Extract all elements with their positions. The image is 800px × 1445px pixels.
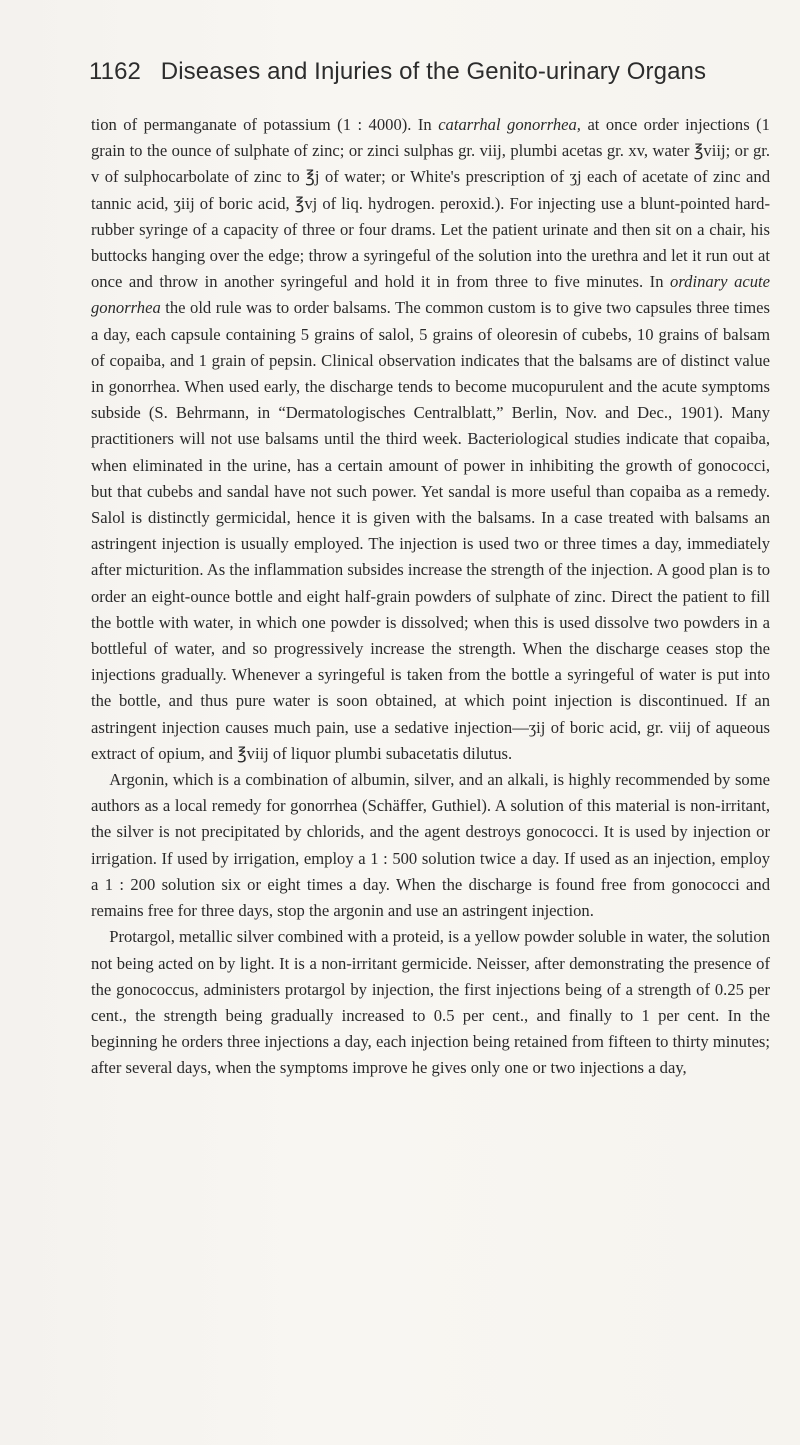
italic-term-catarrhal-gonorrhea: catarrhal gonorrhea,	[438, 115, 581, 134]
running-title: Diseases and Injuries of the Genito-urinary Organs	[160, 58, 707, 85]
text-segment: at once order injections (1 grain to the ounce of sulphate of zinc; or zinci sulphas gr. viij, plumbi acetas gr. xv, water ℥viij; or gr. v of sulphocarbolate of zinc to ℥j of water; or White's prescription of ʒj each of acetate of zinc and tannic acid, ʒiij of boric acid, ℥vj of liq. hydrogen. peroxid.). For injecting use a blunt-pointed hard-rubber syringe of a capacity of three or four drams. Let the patient urinate and then sit on a chair, his buttocks hanging over the edge; throw a syringeful of the solution into the urethra and let it run out at once and throw in another syringeful and hold it in from three to five minutes. In	[91, 115, 770, 292]
text-segment: Protargol, metallic silver combined with a proteid, is a yellow powder soluble in water, the solution not being acted on by light. It is a non-irritant germicide. Neisser, after demonstrating the presence of the gonococcus, administers protargol by injection, the first injections being of a strength of 0.25 per cent., the strength being gradually increased to 0.5 per cent., and finally to 1 per cent. In the beginning he orders three injections a day, each injection being retained from fifteen to thirty minutes; after several days, when the symptoms improve he gives only one or two injections a day,	[91, 927, 770, 1078]
italic-term-ordinary-acute-gonorrhea: ordinary acute gonorrhea	[91, 272, 770, 318]
paragraph-protargol	[91, 924, 770, 1081]
paragraph-injections	[91, 112, 770, 767]
text-segment: tion of permanganate of potassium (1 : 4000). In	[91, 115, 439, 134]
page-number: 1162	[89, 58, 142, 85]
text-segment: Argonin, which is a combination of albumin, silver, and an alkali, is highly recommended by some authors as a local remedy for gonorrhea (Schäffer, Guthiel). A solution of this material is non-irritant, the silver is not precipitated by chlorids, and the agent destroys gonococci. It is used by injection or irrigation. If used by irrigation, employ a 1 : 500 solution twice a day. If used as an injection, employ a 1 : 200 solution six or eight times a day. When the discharge is found free from gonococci and remains free for three days, stop the argonin and use an astringent injection.	[91, 770, 770, 921]
text-segment: the old rule was to order balsams. The common custom is to give two capsules three times a day, each capsule containing 5 grains of salol, 5 grains of oleoresin of cubebs, 10 grains of balsam of copaiba, and 1 grain of pepsin. Clinical observation indicates that the balsams are of distinct value in gonorrhea. When used early, the discharge tends to become mucopurulent and the acute symptoms subside (S. Behrmann, in “Dermatologisches Centralblatt,” Berlin, Nov. and Dec., 1901). Many practitioners will not use balsams until the third week. Bacteriological studies indicate that copaiba, when eliminated in the urine, has a certain amount of power in inhibiting the growth of gonococci, but that cubebs and sandal have not such power. Yet sandal is more useful than copaiba as a remedy. Salol is distinctly germicidal, hence it is given with the balsams. In a case treated with balsams an astringent injection is usually employed. The injection is used two or three times a day, immediately after micturition. As the inflammation subsides increase the strength of the injection. A good plan is to order an eight-ounce bottle and eight half-grain powders of sulphate of zinc. Direct the patient to fill the bottle with water, in which one powder is dissolved; when this is used dissolve two powders in a bottleful of water, and so progressively increase the strength. When the discharge ceases stop the injections gradually. Whenever a syringeful is taken from the bottle a syringeful of water is put into the bottle, and thus pure water is soon obtained, at which point injection is discontinued. If an astringent injection causes much pain, use a sedative injection—ʒij of boric acid, gr. viij of aqueous extract of opium, and ℥viij of liquor plumbi subacetatis dilutus.	[91, 298, 770, 763]
paragraph-argonin	[91, 767, 770, 924]
body-text	[91, 112, 770, 1082]
running-header	[89, 58, 769, 86]
